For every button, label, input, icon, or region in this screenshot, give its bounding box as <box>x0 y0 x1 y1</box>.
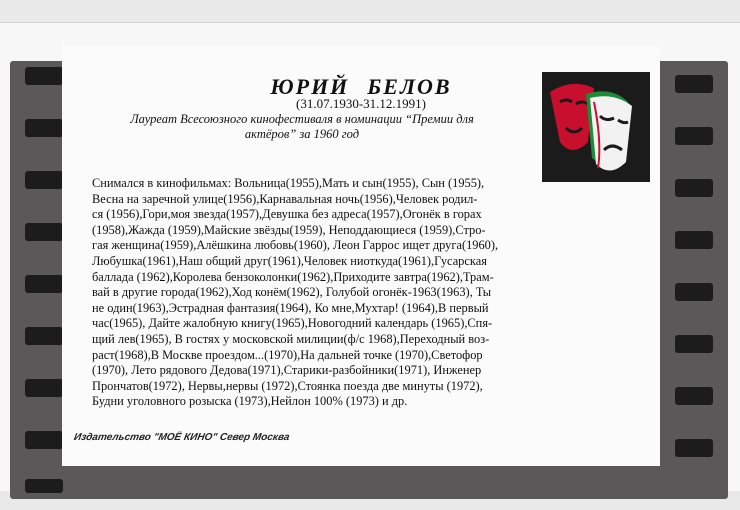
filmography-line: не один(1963),Эстрадная фантазия(1964), Ко мне,Мухтар! (1964),В первый <box>92 300 489 315</box>
film-sprocket-hole <box>675 335 713 353</box>
life-dates: (31.07.1930-31.12.1991) <box>296 96 426 111</box>
filmography-line: (1958),Жажда (1959),Майские звёзды(1959), Неподдающиеся (1959),Стро- <box>92 222 486 237</box>
film-sprocket-hole <box>25 379 63 397</box>
filmography-line: баллада (1962),Королева бензоколонки(1962),Приходите завтра(1962),Трам- <box>92 269 494 284</box>
filmography-line: Прончатов(1972), Нервы,нервы (1972),Стоянка поезда две минуты (1972), <box>92 378 483 393</box>
filmography-text <box>92 176 572 410</box>
film-sprocket-hole <box>25 479 63 493</box>
filmography-line: (1970), Лето рядового Дедова(1971),Старики-разбойники(1971), Инженер <box>92 363 482 378</box>
film-sprocket-hole <box>675 387 713 405</box>
filmography-line: гая женщина(1959),Алёшкина любовь(1960), Леон Гаррос ищет друга(1960), <box>92 238 499 253</box>
laureate-text <box>92 112 512 142</box>
film-sprocket-hole <box>675 283 713 301</box>
film-sprocket-hole <box>675 179 713 197</box>
filmography-line: час(1965), Дайте жалобную книгу(1965),Новогодний календарь (1965),Спя- <box>92 316 493 331</box>
filmography-line: Снимался в кинофильмах: Вольница(1955),Мать и сын(1955), Сын (1955), <box>92 176 485 190</box>
film-sprocket-hole <box>675 127 713 145</box>
laureate-line: актёров” за 1960 год <box>244 127 360 141</box>
film-sprocket-hole <box>25 119 63 137</box>
actor-last-name: БЕЛОВ <box>367 74 452 99</box>
filmography-line: вай в другие города(1962),Ход конём(1962), Голубой огонёк-1963(1963), Ты <box>92 285 492 300</box>
filmography-line: Любушка(1961),Наш общий друг(1961),Человек ниоткуда(1961),Гусарская <box>92 253 487 268</box>
publisher-credit: Издательство "МОЁ КИНО" Север Москва <box>73 432 291 443</box>
filmography-line: раст(1968),В Москве проездом...(1970),На дальней точке (1970),Светофор <box>92 347 483 362</box>
film-sprocket-hole <box>25 223 63 241</box>
filmography-line: Весна на заречной улице(1956),Карнавальная ночь(1956),Человек родил- <box>92 191 478 206</box>
film-sprocket-hole <box>25 327 63 345</box>
film-sprocket-hole <box>25 431 63 449</box>
film-sprocket-hole <box>675 75 713 93</box>
film-sprocket-hole <box>675 231 713 249</box>
film-sprocket-hole <box>675 439 713 457</box>
film-sprocket-hole <box>25 275 63 293</box>
film-sprocket-hole <box>25 171 63 189</box>
theater-masks-icon <box>542 72 650 182</box>
filmography-line: ся (1956),Гори,моя звезда(1957),Девушка без адреса(1957),Огонёк в горах <box>92 207 482 222</box>
filmography-line: щий лев(1965), В гостях у московской милиции(ф/с 1968),Переходный воз- <box>92 331 490 346</box>
actor-first-name: ЮРИЙ <box>270 74 350 99</box>
card-content-panel <box>62 46 660 466</box>
filmography-line: Будни уголовного розыска (1973),Нейлон 100% (1973) и др. <box>92 394 408 409</box>
film-sprocket-hole <box>25 67 63 85</box>
laureate-line: Лауреат Всесоюзного кинофестиваля в номинации “Премии для <box>130 112 474 126</box>
